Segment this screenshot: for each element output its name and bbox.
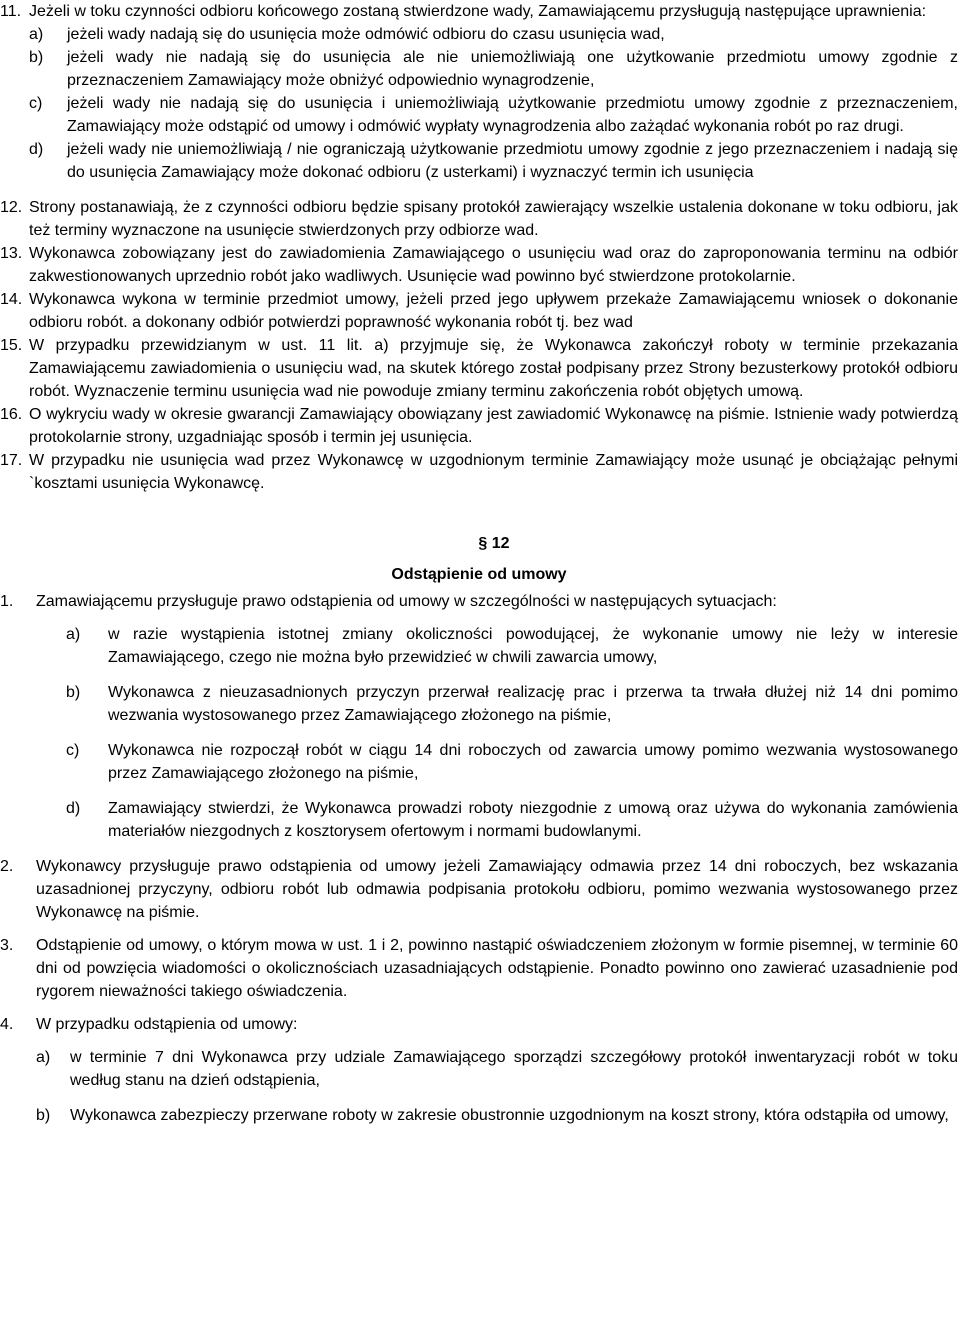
item-letter: a) [66,626,81,643]
paragraph-12 [0,196,958,242]
section-item-2 [0,855,958,924]
paragraph-16 [0,403,958,449]
item-letter: b) [66,684,81,701]
list-item [36,1104,958,1127]
list-item [66,739,958,785]
paragraph-intro: Jeżeli w toku czynności odbioru końcowego zostaną stwierdzone wady, Zamawiającemu przysługują następujące uprawnienia: [29,3,927,20]
item-number: 2. [0,858,14,875]
item-letter: d) [29,141,44,158]
item-letter: a) [36,1049,51,1066]
item-text: jeżeli wady nie uniemożliwiają / nie ograniczają użytkowanie przedmiotu umowy zgodnie z jego przeznaczeniem i nadają się do usunięcia Zamawiający może dokonać odbioru (z usterkami) i wyznaczyć termin ich usunięcia [67,141,958,181]
item-letter: b) [29,49,44,66]
paragraph-13 [0,242,958,288]
item-text: Zamawiający stwierdzi, że Wykonawca prowadzi roboty niezgodnie z umową oraz używa do wykonania zamówienia materiałów niezgodnych z kosztorysem ofertowym i normami budowlanymi. [108,800,958,840]
item-number: 4. [0,1016,14,1033]
paragraph-text: W przypadku przewidzianym w ust. 11 lit. a) przyjmuje się, że Wykonawca zakończył roboty w terminie przekazania Zamawiającemu zawiadomienia o usunięciu wad, na skutek którego został podpisany przez Strony bezusterkowy protokół odbioru robót. Wyznaczenie terminu usunięcia wad nie powoduje zmiany terminu zakończenia robót objętych umową. [29,337,958,400]
item-letter: c) [66,742,80,759]
paragraph-text: W przypadku nie usunięcia wad przez Wykonawcę w uzgodnionym terminie Zamawiający może usunąć je obciążając pełnymi `kosztami usunięcia Wykonawcę. [29,452,958,492]
list-item [29,23,958,46]
paragraph-number: 14. [0,291,23,308]
item-text: jeżeli wady nadają się do usunięcia może odmówić odbioru do czasu usunięcia wad, [67,26,665,43]
paragraph-number: 11. [0,3,22,20]
paragraph-17 [0,449,958,495]
list-item [66,797,958,843]
item-text: Wykonawcy przysługuje prawo odstąpienia od umowy jeżeli Zamawiający odmawia przez 14 dni roboczych, bez wskazania uzasadnionej przyczyny, odbioru robót lub odmawia podpisania protokołu odbioru, pomimo wezwania wystosowanego przez Wykonawcę na piśmie. [36,858,958,921]
section-item-4 [0,1013,958,1036]
item-number: 1. [0,593,14,610]
item-letter: c) [29,95,43,112]
item-text: w terminie 7 dni Wykonawca przy udziale Zamawiającego sporządzi szczegółowy protokół inwentaryzacji robót w toku według stanu na dzień odstąpienia, [70,1049,958,1089]
paragraph-number: 16. [0,406,23,423]
item-text: W przypadku odstąpienia od umowy: [36,1016,298,1033]
item-text: jeżeli wady nie nadają się do usunięcia i uniemożliwiają użytkowanie przedmiotu umowy zgodnie z przeznaczeniem, Zamawiający może odstąpić od umowy i odmówić wypłaty wynagrodzenia albo zażądać wykonania robót po raz drugi. [67,95,958,135]
paragraph-number: 12. [0,199,23,216]
item-text: Zamawiającemu przysługuje prawo odstąpienia od umowy w szczególności w następujących sytuacjach: [36,593,777,610]
item-text: Odstąpienie od umowy, o którym mowa w ust. 1 i 2, powinno nastąpić oświadczeniem złożonym w formie pisemnej, w terminie 60 dni od powzięcia wiadomości o okolicznościach uzasadniających odstąpienie. Ponadto powinno ono zawierać uzasadnienie pod rygorem nieważności takiego oświadczenia. [36,937,958,1000]
paragraph-text: Wykonawca zobowiązany jest do zawiadomienia Zamawiającego o usunięciu wad oraz do zaproponowania terminu na odbiór zakwestionowanych uprzednio robót jako wadliwych. Usunięcie wad powinno być stwierdzone protokolarnie. [29,245,958,285]
item-text: jeżeli wady nie nadają się do usunięcia ale nie uniemożliwiają one użytkowanie przedmiotu umowy zgodnie z przeznaczeniem Zamawiający może obniżyć odpowiednio wynagrodzenie, [67,49,958,89]
item-text: w razie wystąpienia istotnej zmiany okoliczności powodującej, że wykonanie umowy nie leży w interesie Zamawiającego, czego nie można było przewidzieć w chwili zawarcia umowy, [108,626,958,666]
list-item [36,1046,958,1092]
item-letter: a) [29,26,44,43]
item-number: 3. [0,937,14,954]
list-item [66,623,958,669]
paragraph-11 [0,0,958,184]
list-item [66,681,958,727]
item-letter: d) [66,800,81,817]
list-item [29,92,958,138]
paragraph-number: 17. [0,452,23,469]
item-text: Wykonawca nie rozpoczął robót w ciągu 14 dni roboczych od zawarcia umowy pomimo wezwania wystosowanego przez Zamawiającego złożonego na piśmie, [108,742,958,782]
paragraph-text: O wykryciu wady w okresie gwarancji Zamawiający obowiązany jest zawiadomić Wykonawcę na piśmie. Istnienie wady potwierdzą protokolarnie strony, uzgadniając sposób i termin jej usunięcia. [29,406,958,446]
paragraph-number: 15. [0,337,23,354]
section-sign: § 12 [478,535,510,552]
item-text: Wykonawca z nieuzasadnionych przyczyn przerwał realizację prac i przerwa ta trwała dłużej niż 14 dni pomimo wezwania wystosowanego przez Zamawiającego złożonego na piśmie, [108,684,958,724]
section-item-3 [0,934,958,1003]
paragraph-text: Wykonawca wykona w terminie przedmiot umowy, jeżeli przed jego upływem przekaże Zamawiającemu wniosek o dokonanie odbioru robót. a dokonany odbiór potwierdzi poprawność wykonania robót tj. bez wad [29,291,958,331]
section-title: Odstąpienie od umowy [391,566,567,583]
paragraph-15 [0,334,958,403]
list-item [29,138,958,184]
item-text: Wykonawca zabezpieczy przerwane roboty w zakresie obustronnie uzgodnionym na koszt strony, która odstąpiła od umowy, [70,1107,949,1124]
section-item-1 [0,590,958,613]
list-item [29,46,958,92]
paragraph-14 [0,288,958,334]
paragraph-number: 13. [0,245,23,262]
paragraph-text: Strony postanawiają, że z czynności odbioru będzie spisany protokół zawierający wszelkie ustalenia dokonane w toku odbioru, jak też terminy wyznaczone na usunięcie stwierdzonych przy odbiorze wad. [29,199,958,239]
item-letter: b) [36,1107,51,1124]
